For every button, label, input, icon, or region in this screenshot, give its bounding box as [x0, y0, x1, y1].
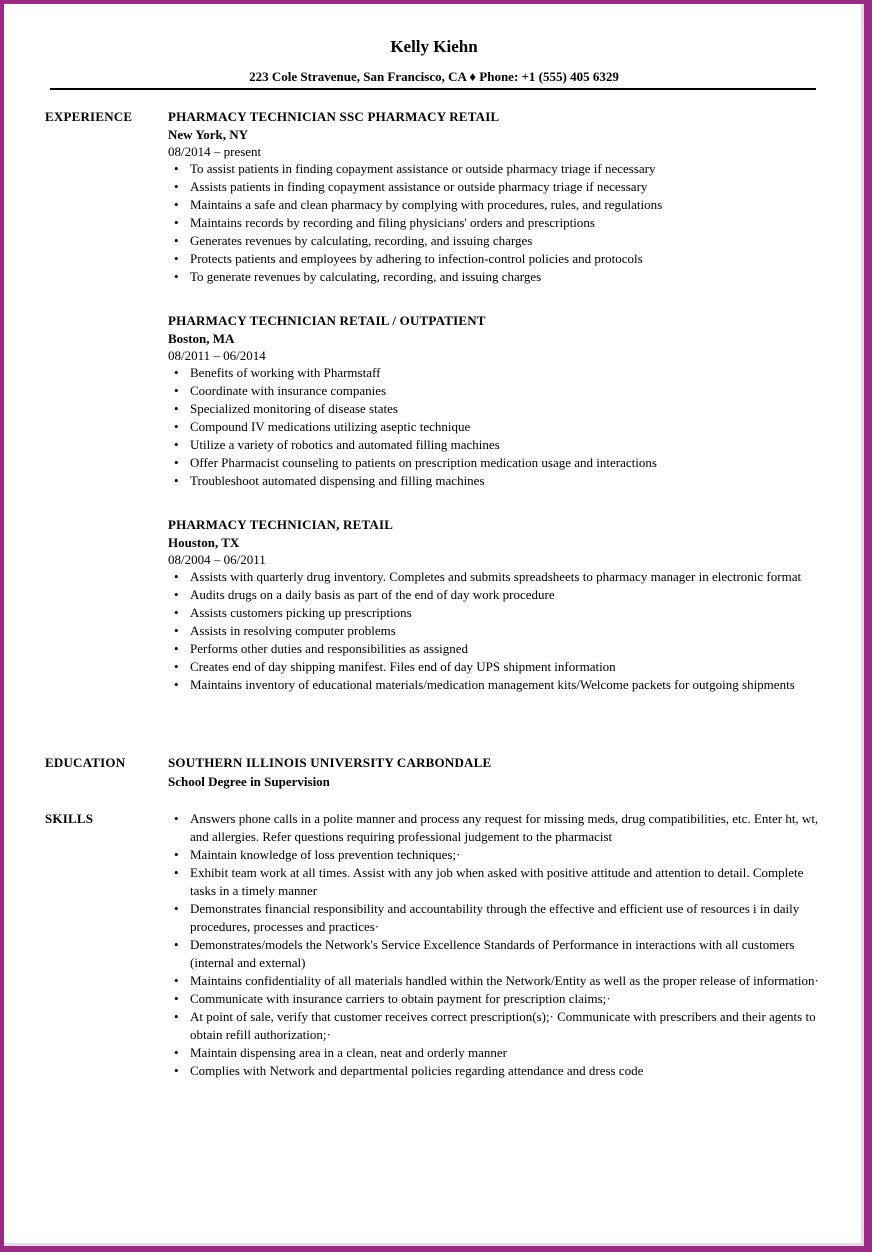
candidate-name: Kelly Kiehn	[390, 37, 478, 56]
contact-line: 223 Cole Stravenue, San Francisco, CA ♦ Phone: +1 (555) 405 6329	[249, 69, 619, 84]
skill-item: • At point of sale, verify that customer receives correct prescription(s);· Communicate with prescribers and their agents to obtain refill authorization;·	[168, 1008, 824, 1044]
skill-item: • Communicate with insurance carriers to obtain payment for prescription claims;·	[168, 990, 824, 1008]
skill-item: • Complies with Network and departmental policies regarding attendance and dress code	[168, 1062, 824, 1080]
duty-item: • Assists in resolving computer problems	[168, 622, 824, 640]
degree-name: School Degree in Supervision	[168, 774, 330, 789]
duty-item: • Specialized monitoring of disease states	[168, 400, 824, 418]
skill-item: • Maintains confidentiality of all materials handled within the Network/Entity as well as the proper release of information·	[168, 972, 824, 990]
duty-item: • Compound IV medications utilizing aseptic technique	[168, 418, 824, 436]
education-label: EDUCATION	[45, 755, 126, 770]
job-dates: 08/2011 – 06/2014	[168, 348, 266, 363]
job-title: PHARMACY TECHNICIAN RETAIL / OUTPATIENT	[168, 313, 486, 328]
duty-item: • Offer Pharmacist counseling to patients on prescription medication usage and interactions	[168, 454, 824, 472]
job-duties	[168, 364, 824, 490]
duty-item: • Generates revenues by calculating, recording, and issuing charges	[168, 232, 824, 250]
duty-item: • To assist patients in finding copayment assistance or outside pharmacy triage if necessary	[168, 160, 824, 178]
skills-list	[168, 810, 824, 1080]
duty-item: • Troubleshoot automated dispensing and filling machines	[168, 472, 824, 490]
job-duties	[168, 160, 824, 286]
job-entry	[168, 516, 824, 694]
duty-item: • Utilize a variety of robotics and automated filling machines	[168, 436, 824, 454]
duty-item: • To generate revenues by calculating, recording, and issuing charges	[168, 268, 824, 286]
duty-item: • Performs other duties and responsibilities as assigned	[168, 640, 824, 658]
duty-item: • Assists customers picking up prescriptions	[168, 604, 824, 622]
duty-item: • Maintains records by recording and filing physicians' orders and prescriptions	[168, 214, 824, 232]
skill-item: • Demonstrates/models the Network's Service Excellence Standards of Performance in interactions with all customers (internal and external)	[168, 936, 824, 972]
skill-item: • Exhibit team work at all times. Assist with any job when asked with positive attitude and attention to detail. Complete tasks in a timely manner	[168, 864, 824, 900]
job-title: PHARMACY TECHNICIAN SSC PHARMACY RETAIL	[168, 109, 500, 124]
job-entry	[168, 312, 824, 490]
job-title: PHARMACY TECHNICIAN, RETAIL	[168, 517, 394, 532]
job-dates: 08/2004 – 06/2011	[168, 552, 266, 567]
experience-section	[168, 108, 824, 720]
duty-item: • Assists patients in finding copayment assistance or outside pharmacy triage if necessary	[168, 178, 824, 196]
duty-item: • Protects patients and employees by adhering to infection-control policies and protocols	[168, 250, 824, 268]
job-location: New York, NY	[168, 127, 249, 142]
skills-section	[168, 810, 824, 1080]
skill-item: • Maintain dispensing area in a clean, neat and orderly manner	[168, 1044, 824, 1062]
job-dates: 08/2014 – present	[168, 144, 262, 159]
job-location: Houston, TX	[168, 535, 240, 550]
duty-item: • Maintains a safe and clean pharmacy by complying with procedures, rules, and regulations	[168, 196, 824, 214]
duty-item: • Creates end of day shipping manifest. Files end of day UPS shipment information	[168, 658, 824, 676]
duty-item: • Coordinate with insurance companies	[168, 382, 824, 400]
duty-item: • Audits drugs on a daily basis as part of the end of day work procedure	[168, 586, 824, 604]
duty-item: • Maintains inventory of educational materials/medication management kits/Welcome packets for outgoing shipments	[168, 676, 824, 694]
skills-label: SKILLS	[45, 811, 94, 826]
job-duties	[168, 568, 824, 694]
header-divider	[50, 88, 816, 90]
school-name: SOUTHERN ILLINOIS UNIVERSITY CARBONDALE	[168, 755, 492, 770]
job-entry	[168, 108, 824, 286]
education-section	[168, 754, 824, 792]
skill-item: • Answers phone calls in a polite manner and process any request for missing meds, drug compatibilities, etc. Enter ht, wt, and allergies. Refer questions requiring professional judgement to the pharmacist	[168, 810, 824, 846]
skill-item: • Maintain knowledge of loss prevention techniques;·	[168, 846, 824, 864]
experience-label: EXPERIENCE	[45, 109, 133, 124]
job-location: Boston, MA	[168, 331, 235, 346]
duty-item: • Benefits of working with Pharmstaff	[168, 364, 824, 382]
duty-item: • Assists with quarterly drug inventory. Completes and submits spreadsheets to pharmacy manager in electronic format	[168, 568, 824, 586]
skill-item: • Demonstrates financial responsibility and accountability through the effective and efficient use of resources i in daily procedures, processes and practices·	[168, 900, 824, 936]
